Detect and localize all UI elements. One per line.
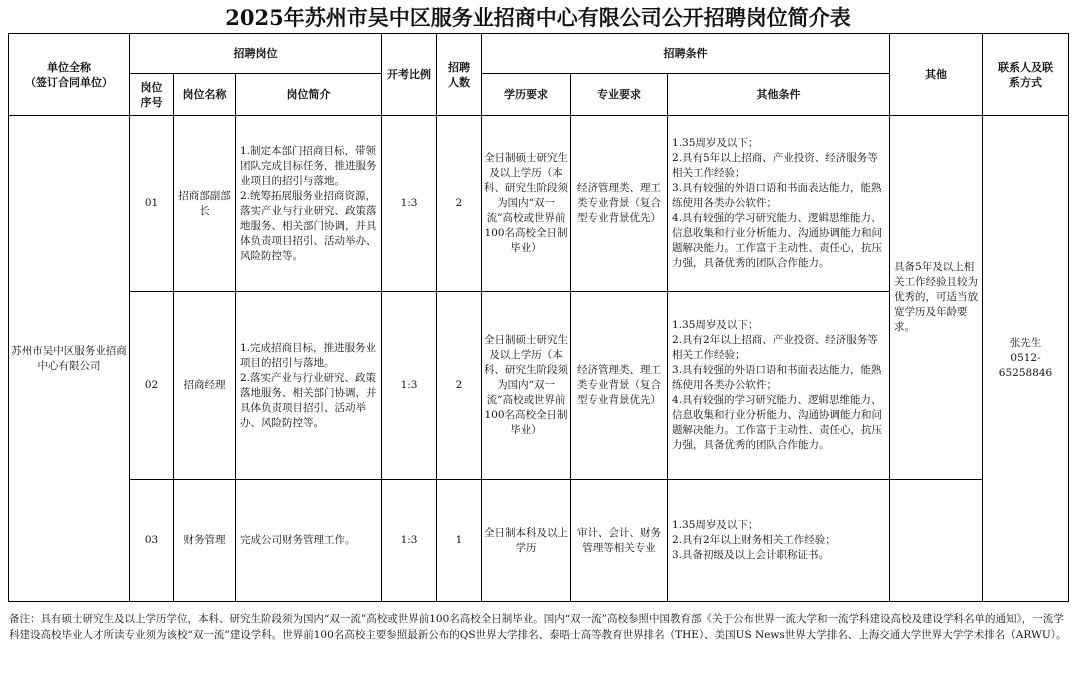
header-seq: [130, 74, 174, 116]
row-count: 1: [437, 480, 482, 602]
header-contact-line2: 系方式: [1009, 75, 1043, 89]
cond-line: 3.具备初级及以上会计职称证书。: [672, 549, 830, 561]
row-other-cond: [668, 292, 890, 480]
row-seq: 03: [130, 480, 174, 602]
header-count-line2: 人数: [448, 75, 471, 89]
other-note: 具备5年及以上相关工作经验且较为优秀的，可适当放宽学历及年龄要求。: [890, 116, 983, 480]
intro-line: 1.完成招商目标，推进服务业项目的招引与落地。: [240, 341, 377, 369]
cond-line: 3.具有较强的外语口语和书面表达能力，能熟练使用各类办公软件；: [672, 364, 882, 391]
footnote: 备注：具有硕士研究生及以上学历学位，本科、研究生阶段须为国内“双一流”高校或世界前100名高校全日制毕业。国内“双一流”高校参照中国教育部《关于公布世界一流大学和一流学科建设高校及建设学科名单的通知》，一流学科建设高校毕业人才所读专业须为该校“双一流”建设学科。世界前100名高校主要参照最新公布的QS世界大学排名、泰晤士高等教育世界排名（THE）、美国US News世界大学排名、上海交通大学世界大学学术排名（ARWU）。: [9, 613, 1067, 641]
intro-line: 1.制定本部门招商目标，带领团队完成目标任务，推进服务业项目的招引与落地。: [240, 144, 377, 187]
intro-line: 2.落实产业与行业研究、政策落地服务、相关部门协调，并具体负责项目招引、活动举办、风险防控等。: [240, 371, 377, 429]
cond-line: 1.35周岁及以下；: [672, 319, 759, 331]
header-edu: 学历要求: [482, 74, 571, 116]
header-contact-line1: 联系人及联: [998, 60, 1054, 74]
header-contact: [983, 34, 1069, 116]
header-conditions: 招聘条件: [482, 34, 890, 74]
cond-line: 1.35周岁及以下；: [672, 519, 759, 531]
header-count: [437, 34, 482, 116]
row-post-intro: [236, 292, 382, 480]
intro-line: 2.统筹拓展服务业招商资源，落实产业与行业研究、政策落地服务、相关部门协调，并具体负责项目招引、活动举办、风险防控等。: [240, 189, 377, 262]
contact-phone-line1: 0512-: [1010, 352, 1041, 364]
row-seq: 01: [130, 116, 174, 292]
row-edu: 全日制硕士研究生及以上学历（本科、研究生阶段须为国内“双一流”高校或世界前100名高校全日制毕业）: [482, 116, 571, 292]
unit-name: 苏州市吴中区服务业招商中心有限公司: [9, 116, 130, 602]
row-edu: 全日制硕士研究生及以上学历（本科、研究生阶段须为国内“双一流”高校或世界前100名高校全日制毕业）: [482, 292, 571, 480]
header-unit: [9, 34, 130, 116]
other-empty: [890, 480, 983, 602]
cond-line: 4.具有较强的学习研究能力、逻辑思维能力、信息收集和行业分析能力、沟通协调能力和问题解决能力。工作富于主动性、责任心，抗压力强，具备优秀的团队合作能力。: [672, 212, 883, 269]
cond-line: 3.具有较强的外语口语和书面表达能力，能熟练使用各类办公软件；: [672, 182, 882, 209]
cond-line: 2.具有5年以上招商、产业投资、经济服务等相关工作经验；: [672, 152, 878, 179]
intro-line: 完成公司财务管理工作。: [240, 534, 356, 546]
row-count: 2: [437, 292, 482, 480]
header-exam-ratio: 开考比例: [382, 34, 437, 116]
row-seq: 02: [130, 292, 174, 480]
row-major: 审计、会计、财务管理等相关专业: [571, 480, 668, 602]
row-post-intro: [236, 116, 382, 292]
recruitment-table: [8, 33, 1069, 602]
header-other-cond: 其他条件: [668, 74, 890, 116]
row-other-cond: [668, 480, 890, 602]
header-post-intro: 岗位简介: [236, 74, 382, 116]
header-unit-line2: （签订合同单位）: [25, 75, 113, 89]
cond-line: 2.具有2年以上招商、产业投资、经济服务等相关工作经验；: [672, 334, 878, 361]
row-count: 2: [437, 116, 482, 292]
header-seq-line2: 序号: [140, 95, 163, 109]
row-edu: 全日制本科及以上学历: [482, 480, 571, 602]
header-seq-line1: 岗位: [140, 80, 163, 94]
header-unit-line1: 单位全称: [47, 60, 91, 74]
header-major: 专业要求: [571, 74, 668, 116]
row-post-name: 招商经理: [174, 292, 236, 480]
cond-line: 1.35周岁及以下；: [672, 137, 759, 149]
row-other-cond: [668, 116, 890, 292]
header-post-name: 岗位名称: [174, 74, 236, 116]
header-positions: 招聘岗位: [130, 34, 382, 74]
table-row: [9, 480, 1069, 602]
page-title: 2025年苏州市吴中区服务业招商中心有限公司公开招聘岗位简介表: [225, 5, 851, 30]
row-exam-ratio: 1:3: [382, 292, 437, 480]
row-exam-ratio: 1:3: [382, 480, 437, 602]
row-exam-ratio: 1:3: [382, 116, 437, 292]
row-post-name: 财务管理: [174, 480, 236, 602]
table-row: [9, 116, 1069, 292]
cond-line: 4.具有较强的学习研究能力、逻辑思维能力、信息收集和行业分析能力、沟通协调能力和问题解决能力。工作富于主动性、责任心，抗压力强，具备优秀的团队合作能力。: [672, 394, 883, 451]
row-major: 经济管理类、理工类专业背景（复合型专业背景优先）: [571, 116, 668, 292]
header-other: 其他: [890, 34, 983, 116]
row-post-name: 招商部副部长: [174, 116, 236, 292]
cond-line: 2.具有2年以上财务相关工作经验；: [672, 534, 836, 546]
header-count-line1: 招聘: [448, 60, 471, 74]
contact-name: 张先生: [1009, 337, 1042, 349]
row-major: 经济管理类、理工类专业背景（复合型专业背景优先）: [571, 292, 668, 480]
row-post-intro: [236, 480, 382, 602]
contact-phone-line2: 65258846: [998, 367, 1053, 379]
contact-info: [983, 116, 1069, 602]
